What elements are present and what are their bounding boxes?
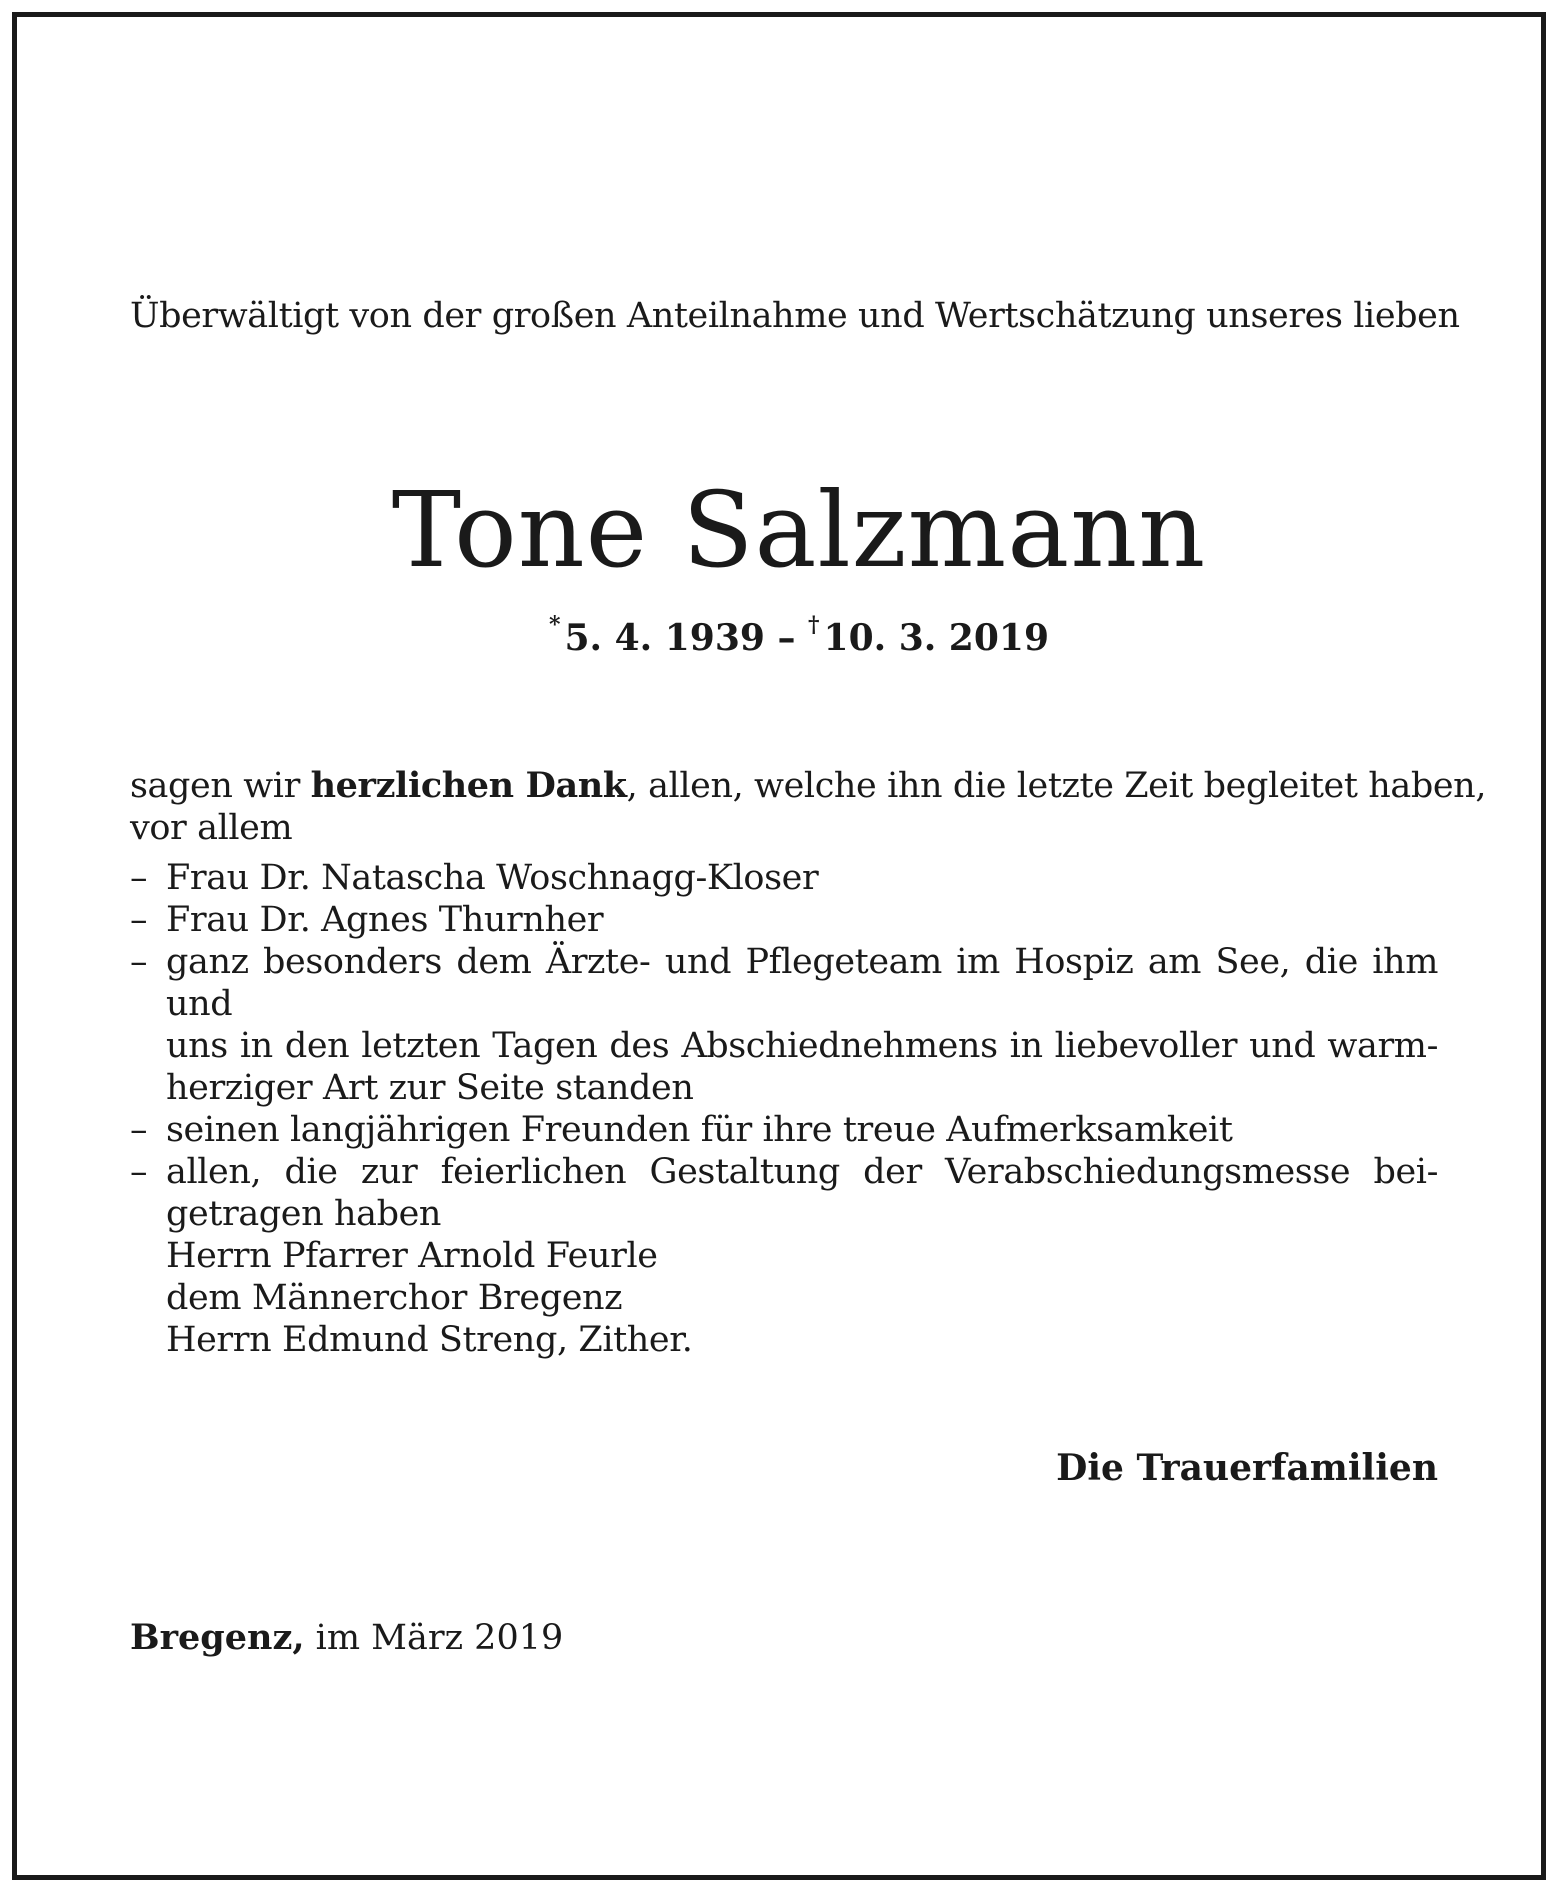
signature: Die Trauerfamilien [1056, 1447, 1438, 1489]
performers-list [130, 1235, 1438, 1361]
thanks-line-1 [130, 765, 1487, 807]
list-item [130, 857, 1438, 899]
deceased-name: Tone Salzmann [391, 469, 1207, 591]
list-item-text: ganz besonders dem Ärzte- und Pflegeteam im Hospiz am See, die ihm und [166, 942, 1438, 1024]
death-date: 10. 3. 2019 [823, 617, 1050, 659]
list-item [130, 1109, 1438, 1151]
born-symbol: * [548, 612, 561, 638]
thanks-prefix: sagen wir [130, 766, 311, 806]
list-item-text: seinen langjährigen Freunden für ihre treue Aufmerksamkeit [166, 1110, 1233, 1150]
list-item [130, 899, 1438, 941]
thanks-list [130, 857, 1438, 1361]
performer-item: dem Männerchor Bregenz [166, 1278, 623, 1318]
dash-bullet: – [130, 942, 148, 982]
thanks-line-2: vor allem [130, 808, 293, 848]
date-separator: – [777, 617, 796, 659]
performer-item: Herrn Pfarrer Arnold Feurle [166, 1236, 658, 1276]
list-item [130, 941, 1438, 1109]
thanks-suffix: , allen, welche ihn die letzte Zeit begleitet haben, [626, 766, 1487, 806]
intro-text: Überwältigt von der großen Anteilnahme und Wertschätzung unseres lieben [130, 296, 1460, 336]
place-city: Bregenz, [130, 1617, 305, 1658]
list-item-text: Frau Dr. Natascha Woschnagg-Kloser [166, 858, 819, 898]
list-item-text: getragen haben [166, 1194, 442, 1234]
performer-item: Herrn Edmund Streng, Zither. [166, 1320, 693, 1360]
list-item-text: Frau Dr. Agnes Thurnher [166, 900, 604, 940]
birth-date: 5. 4. 1939 [564, 617, 765, 659]
died-symbol: † [808, 612, 820, 638]
dash-bullet: – [130, 1110, 148, 1150]
dash-bullet: – [130, 900, 148, 940]
list-item-text: allen, die zur feierlichen Gestaltung der Verabschiedungsmesse bei- [166, 1152, 1438, 1192]
list-item [130, 1151, 1438, 1235]
list-item-text: herziger Art zur Seite standen [166, 1068, 694, 1108]
thanks-body [130, 765, 1487, 1361]
place-date-text: im März 2019 [304, 1618, 564, 1658]
list-item-text: uns in den letzten Tagen des Abschiednehmens in liebevoller und warm- [166, 1026, 1438, 1066]
dash-bullet: – [130, 1152, 148, 1192]
place-date [130, 1613, 563, 1663]
dash-bullet: – [130, 858, 148, 898]
thanks-emphasis: herzlichen Dank [310, 765, 627, 806]
life-dates [130, 600, 1438, 663]
